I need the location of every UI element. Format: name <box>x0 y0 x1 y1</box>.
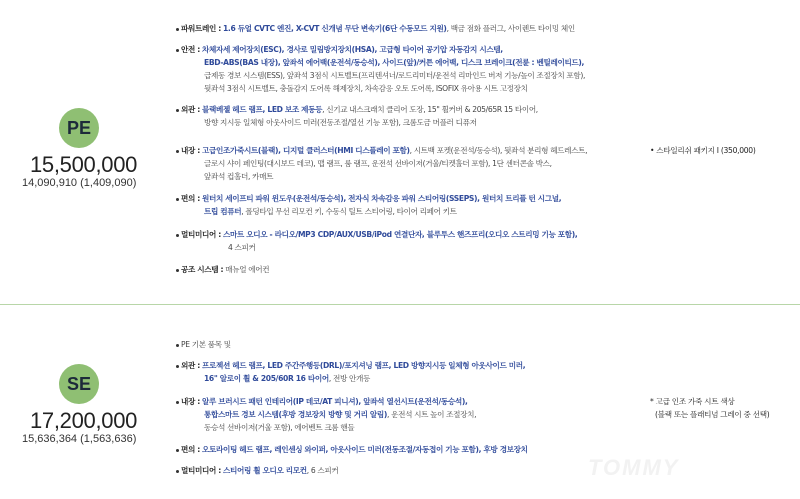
se-multimedia-line1-blue: 스티어링 휠 오디오 리모컨 <box>223 466 307 475</box>
bullet-icon <box>176 365 179 368</box>
bullet-icon <box>176 109 179 112</box>
se-multimedia <box>176 464 338 477</box>
se-exterior-line2-dark: , 전방 안개등 <box>328 374 370 383</box>
bullet-icon <box>176 28 179 31</box>
se-convenience-line1: 오토라이팅 헤드 램프, 레인센싱 와이퍼, 아웃사이드 미러(전동조절/자동접이 기능 포함), 후방 경보장치 <box>202 445 528 454</box>
se-price-sub: 15,636,364 (1,563,636) <box>22 433 137 445</box>
se-interior <box>176 395 476 434</box>
pe-multimedia-line2: 4 스피커 <box>228 243 256 252</box>
se-badge-label: SE <box>66 373 91 394</box>
pe-safety-line3: 급제동 경보 시스템(ESS), 앞좌석 3점식 시트벨트(프리텐셔너/로드리미터/운전석 리마인드 버저 기능/높이 조절장치 포함), <box>204 71 586 80</box>
bullet-icon <box>176 344 179 347</box>
se-option-note-1: * 고급 인조 가죽 시트 색상 <box>650 397 735 406</box>
section-divider <box>0 304 800 305</box>
pe-convenience <box>176 192 561 218</box>
se-trim-badge <box>59 364 99 404</box>
bullet-icon <box>176 198 179 201</box>
pe-exterior-line2: 방향 지시등 일체형 아웃사이드 미러(전동조절/열선 기능 포함), 크롬도금 머플러 디퓨저 <box>204 118 477 127</box>
pe-interior-line2: 글로시 샤이 페인팅(대시보드 데코), 맵 램프, 룸 램프, 운전석 선바이저(거울/티켓홀더 포함), 1단 센터콘솔 박스, <box>204 159 552 168</box>
pe-interior-line1-dark: , 시트백 포켓(운전석/동승석), 뒷좌석 분리형 헤드레스트, <box>409 146 588 155</box>
pe-option-note: • 스타일리쉬 패키지 Ⅰ (350,000) <box>650 146 756 155</box>
se-interior-line3: 동승석 선바이저(거울 포함), 에어벤트 크롬 핸들 <box>204 423 355 432</box>
se-interior-line2-dark: , 운전석 시트 높이 조절장치, <box>386 410 477 419</box>
pe-aircon-label: 공조 시스템 : <box>181 265 224 274</box>
se-price: 17,200,000 <box>30 408 138 433</box>
watermark-text: TOMMY <box>588 455 680 480</box>
se-convenience-label: 편의 : <box>181 445 200 454</box>
pe-multimedia <box>176 228 577 254</box>
se-base-note <box>176 338 231 351</box>
se-multimedia-label: 멀티미디어 : <box>181 466 221 475</box>
pe-interior-label: 내장 : <box>181 146 200 155</box>
pe-convenience-line2-dark: , 폴딩타입 무선 리모컨 키, 수동식 틸트 스티어링, 타이어 리페어 키트 <box>241 207 457 216</box>
pe-interior <box>176 144 587 183</box>
pe-price-sub: 14,090,910 (1,409,090) <box>22 177 137 189</box>
bullet-icon <box>176 49 179 52</box>
bullet-icon <box>176 269 179 272</box>
se-exterior-line2-blue: 16" 알로이 휠 & 205/60R 16 타이어 <box>204 374 329 383</box>
se-convenience <box>176 443 528 456</box>
pe-trim-badge <box>59 108 99 148</box>
se-option-note-2: (블랙 또는 플래티넘 그레이 중 선택) <box>655 410 770 419</box>
pe-safety-line4: 뒷좌석 3점식 시트벨트, 충돌감지 도어록 해제장치, 차속감응 오토 도어록, ISOFIX 유아용 시트 고정장치 <box>204 84 528 93</box>
pe-exterior-line1-blue: 블랙베젤 헤드 램프, LED 보조 제동등 <box>202 105 323 114</box>
se-multimedia-line1-dark: , 6 스피커 <box>306 466 339 475</box>
se-interior-line2-blue: 통합스마트 경보 시스템(후방 경보장치 방향 및 거리 알림) <box>204 410 387 419</box>
se-interior-label: 내장 : <box>181 397 200 406</box>
se-exterior-line1: 프로젝션 헤드 램프, LED 주간주행등(DRL)/포지셔닝 램프, LED 방향지시등 일체형 아웃사이드 미러, <box>202 361 526 370</box>
pe-convenience-label: 편의 : <box>181 194 200 203</box>
pe-exterior-label: 외관 : <box>181 105 200 114</box>
pe-powertrain-dark: , 백금 점화 플러그, 사이렌트 타이밍 체인 <box>446 24 575 33</box>
bullet-icon <box>176 401 179 404</box>
bullet-icon <box>176 150 179 153</box>
pe-convenience-line1: 원터치 세이프티 파워 윈도우(운전석/동승석), 전자식 차속감응 파워 스티어링(SSEPS), 원터치 트리플 턴 시그널, <box>202 194 562 203</box>
pe-exterior <box>176 103 538 129</box>
pe-powertrain-blue: 1.6 듀얼 CVTC 엔진, X-CVT 신개념 무단 변속기(6단 수동모드 지원) <box>223 24 447 33</box>
pe-powertrain-label: 파워트레인 : <box>181 24 221 33</box>
pe-safety-line2: EBD-ABS(BAS 내장), 앞좌석 에어백(운전석/동승석), 사이드(앞)/커튼 에어백, 디스크 브레이크(전륜 : 벤틸레이티드), <box>204 58 585 67</box>
pe-convenience-line2-blue: 트립 컴퓨터 <box>204 207 242 216</box>
pe-safety-line1: 차체자세 제어장치(ESC), 경사로 밀림방지장치(HSA), 고급형 타이어 공기압 자동감지 시스템, <box>202 45 503 54</box>
pe-exterior-line1-dark: , 신기교 내스크래치 클리어 도장, 15" 휠커버 & 205/65R 15 타이어, <box>322 105 538 114</box>
bullet-icon <box>176 449 179 452</box>
pe-price: 15,500,000 <box>30 152 138 177</box>
pe-multimedia-line1: 스마트 오디오 - 라디오/MP3 CDP/AUX/USB/iPod 연결단자, 블루투스 핸즈프리(오디오 스트리밍 기능 포함), <box>223 230 578 239</box>
pe-interior-line3: 앞좌석 컵홀더, 카매트 <box>204 172 274 181</box>
pe-badge-label: PE <box>66 117 91 138</box>
pe-aircon <box>176 263 269 276</box>
pe-safety-label: 안전 : <box>181 45 200 54</box>
pe-multimedia-label: 멀티미디어 : <box>181 230 221 239</box>
pe-powertrain <box>176 22 575 35</box>
se-base-note-text: PE 기본 품목 및 <box>181 340 231 349</box>
se-exterior <box>176 359 525 385</box>
se-interior-line1: 알루 브러시드 패턴 인테리어(IP 데코/AT 피니셔), 앞좌석 열선시트(운전석/동승석), <box>202 397 468 406</box>
bullet-icon <box>176 470 179 473</box>
pe-aircon-value: 매뉴얼 에어컨 <box>225 265 270 274</box>
pe-safety <box>176 43 585 95</box>
pe-interior-line1-blue: 고급인조가죽시트(블랙), 디지털 클러스터(HMI 디스플레이 포함) <box>202 146 410 155</box>
bullet-icon <box>176 234 179 237</box>
se-exterior-label: 외관 : <box>181 361 200 370</box>
